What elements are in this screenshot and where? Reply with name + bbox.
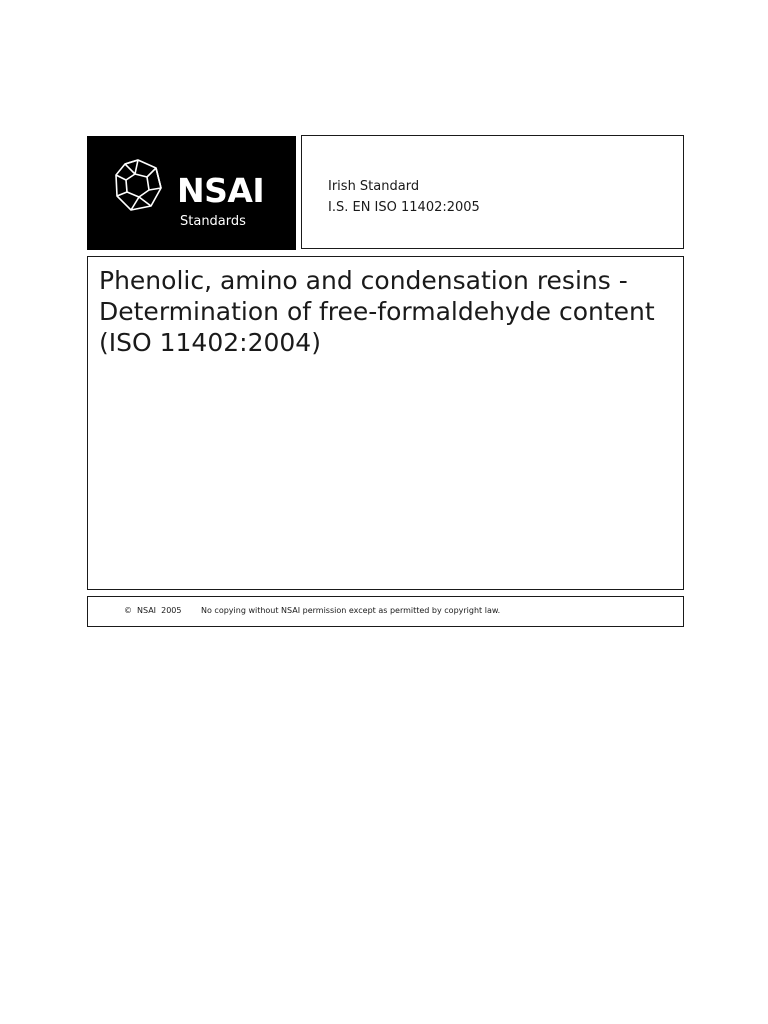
standard-type: Irish Standard	[328, 179, 420, 194]
logo-tagline: Standards	[180, 214, 246, 229]
standard-id-panel	[301, 135, 684, 249]
polyhedron-icon	[113, 158, 163, 212]
copyright-symbol: ©	[124, 606, 132, 615]
copyright-holder-year: NSAI 2005	[137, 606, 182, 615]
logo-wordmark: NSAI	[177, 171, 265, 210]
document-title: Phenolic, amino and condensation resins - Determination of free-formaldehyde content (ISO 11402:2004)	[99, 266, 655, 357]
copyright-panel	[87, 596, 684, 627]
standard-number: I.S. EN ISO 11402:2005	[328, 200, 480, 215]
title-panel	[87, 256, 684, 590]
copyright-notice: No copying without NSAI permission except as permitted by copyright law.	[201, 606, 501, 615]
nsai-logo	[87, 136, 296, 250]
